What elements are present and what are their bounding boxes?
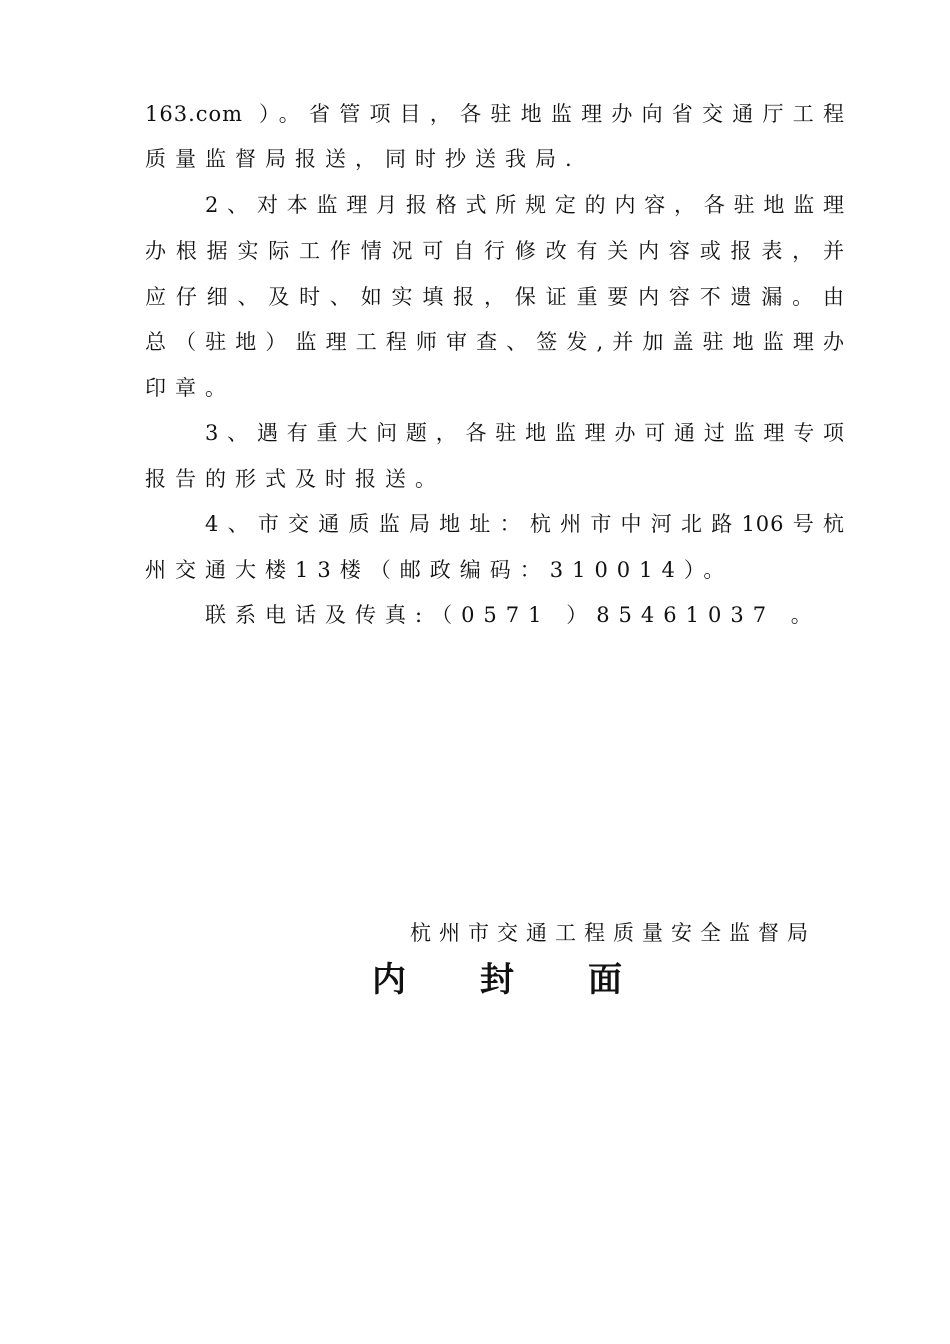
paragraph-line: 联系电话及传真:（0571 ）85461037 。	[205, 603, 821, 627]
cover-title: 内 封 面	[372, 960, 622, 1000]
paragraph-line: 州交通大楼13楼（邮政编码：310014）。	[145, 558, 734, 582]
paragraph-line: 总（驻地）监理工程师审查、签发,并加盖驻地监理办	[145, 330, 845, 354]
paragraph-line: 3、遇有重大问题，各驻地监理办可通过监理专项	[205, 421, 845, 445]
paragraph-line: 163.com ）。省管项目，各驻地监理办向省交通厅工程	[145, 102, 845, 126]
issuer-signature: 杭州市交通工程质量安全监督局	[410, 921, 816, 945]
paragraph-line: 4、市交通质监局地址：杭州市中河北路106号杭	[205, 512, 845, 536]
paragraph-line: 应仔细、及时、如实填报，保证重要内容不遗漏。由	[145, 285, 845, 309]
paragraph-line: 2、对本监理月报格式所规定的内容，各驻地监理	[205, 193, 845, 217]
paragraph-line: 报告的形式及时报送。	[145, 467, 445, 491]
paragraph-line: 质量监督局报送，同时抄送我局.	[145, 147, 581, 171]
paragraph-line: 印章。	[145, 376, 235, 400]
paragraph-line: 办根据实际工作情况可自行修改有关内容或报表，并	[145, 239, 845, 263]
